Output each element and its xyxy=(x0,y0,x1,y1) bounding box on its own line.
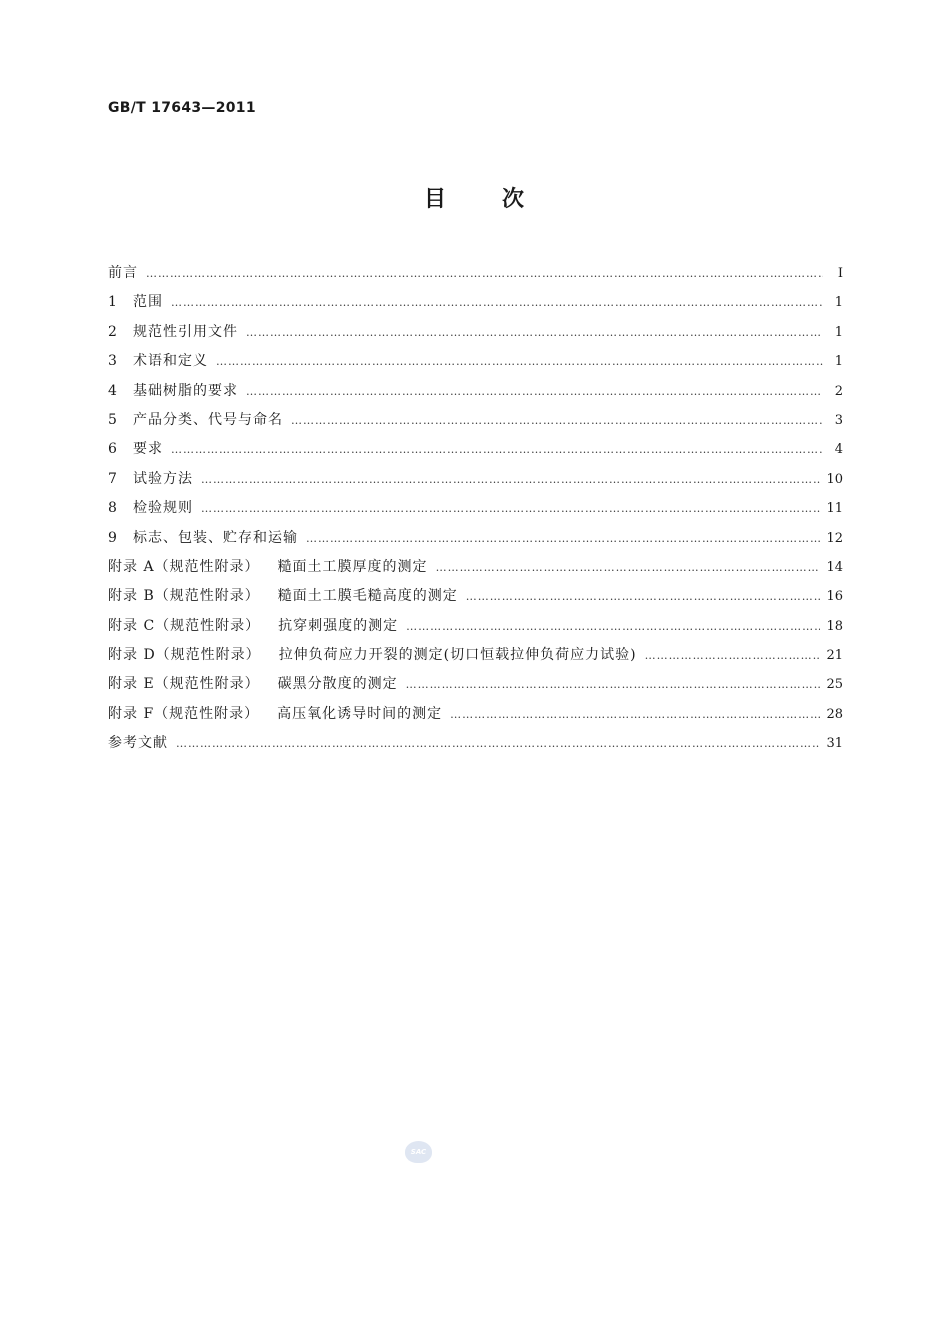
toc-label: 抗穿刺强度的测定 xyxy=(278,617,399,634)
toc-leader xyxy=(466,582,821,611)
toc-label: 检验规则 xyxy=(133,500,193,517)
toc-section-number: 9 xyxy=(108,529,117,546)
toc-leader xyxy=(216,347,823,376)
toc-page-number: 31 xyxy=(826,736,843,752)
page-title xyxy=(0,182,950,213)
toc-label: 试验方法 xyxy=(133,470,193,487)
toc-page-number: 18 xyxy=(826,618,843,634)
toc-leader xyxy=(645,641,821,670)
toc-entry-references[interactable] xyxy=(108,729,843,758)
toc-page-number: 1 xyxy=(834,295,843,311)
toc-section-number: 4 xyxy=(108,382,117,399)
title-char-2: 次 xyxy=(502,187,527,212)
toc-entry-6[interactable] xyxy=(108,435,843,464)
toc-entry-annex-b[interactable] xyxy=(108,582,843,611)
toc-entry-annex-c[interactable] xyxy=(108,612,843,641)
toc-entry-9[interactable] xyxy=(108,524,843,553)
toc-leader xyxy=(171,435,823,464)
toc-label: 碳黑分散度的测定 xyxy=(277,676,398,693)
toc-page-number: 11 xyxy=(826,501,843,517)
toc-label: 规范性引用文件 xyxy=(133,323,238,340)
toc-entry-8[interactable] xyxy=(108,494,843,523)
sac-watermark-logo xyxy=(405,1141,432,1163)
toc-page-number: 3 xyxy=(834,412,843,428)
toc-section-number: 6 xyxy=(108,441,117,458)
toc-entry-annex-d[interactable] xyxy=(108,641,843,670)
toc-entry-3[interactable] xyxy=(108,347,843,376)
toc-label: 产品分类、代号与命名 xyxy=(133,411,283,428)
toc-leader xyxy=(201,494,820,523)
toc-page-number: 21 xyxy=(826,648,843,664)
toc-leader xyxy=(306,524,820,553)
toc-page-number: 16 xyxy=(826,589,843,605)
toc-entry-foreword[interactable] xyxy=(108,259,843,288)
toc-section-number: 5 xyxy=(108,411,117,428)
toc-section-number: 1 xyxy=(108,294,117,311)
toc-label: 糙面土工膜厚度的测定 xyxy=(277,558,428,575)
toc-page-number: 2 xyxy=(834,383,843,399)
toc-page-number: 25 xyxy=(826,677,843,693)
toc-entry-annex-a[interactable] xyxy=(108,553,843,582)
toc-section-number: 7 xyxy=(108,470,117,487)
toc-label: 前言 xyxy=(108,265,138,281)
toc-label: 术语和定义 xyxy=(133,353,208,370)
toc-section-number: 3 xyxy=(108,353,117,370)
toc-annex-tag: 附录 D（规范性附录） xyxy=(108,647,261,664)
toc-page-number: 1 xyxy=(834,354,843,370)
toc-label: 拉伸负荷应力开裂的测定(切口恒载拉伸负荷应力试验) xyxy=(278,647,637,664)
toc-annex-tag: 附录 A（规范性附录） xyxy=(108,558,260,575)
toc-label: 糙面土工膜毛糙高度的测定 xyxy=(277,588,458,605)
toc-leader xyxy=(171,288,823,317)
toc-section-number: 2 xyxy=(108,323,117,340)
toc-leader xyxy=(406,612,820,641)
toc-entry-2[interactable] xyxy=(108,318,843,347)
toc-entry-4[interactable] xyxy=(108,377,843,406)
toc-annex-tag: 附录 C（规范性附录） xyxy=(108,617,261,634)
watermark-text: SAC xyxy=(410,1148,427,1156)
toc-page-number: 1 xyxy=(834,324,843,340)
toc-label: 范围 xyxy=(133,294,163,311)
toc-entry-1[interactable] xyxy=(108,288,843,317)
title-char-1: 目 xyxy=(423,187,448,212)
toc-entry-5[interactable] xyxy=(108,406,843,435)
toc-leader xyxy=(146,259,823,288)
toc-page-number: 14 xyxy=(826,559,843,575)
toc-page-number: 12 xyxy=(826,530,843,546)
toc-leader xyxy=(246,318,823,347)
toc-annex-tag: 附录 E（规范性附录） xyxy=(108,676,260,693)
toc-leader xyxy=(246,377,823,406)
toc-section-number: 8 xyxy=(108,500,117,517)
toc-entry-annex-f[interactable] xyxy=(108,700,843,729)
toc-annex-tag: 附录 F（规范性附录） xyxy=(108,705,260,722)
toc-leader xyxy=(201,465,820,494)
toc-page-number: 4 xyxy=(834,442,843,458)
toc-label: 基础树脂的要求 xyxy=(133,382,238,399)
toc-leader xyxy=(291,406,823,435)
toc-annex-tag: 附录 B（规范性附录） xyxy=(108,588,260,605)
toc-leader xyxy=(436,553,821,582)
toc-entry-annex-e[interactable] xyxy=(108,670,843,699)
toc-page-number: Ⅰ xyxy=(837,266,843,281)
toc-label: 要求 xyxy=(133,441,163,458)
toc-label: 高压氧化诱导时间的测定 xyxy=(277,705,443,722)
toc-page-number: 28 xyxy=(826,706,843,722)
toc-leader xyxy=(450,700,820,729)
toc-label: 参考文献 xyxy=(108,735,168,752)
toc-leader xyxy=(176,729,820,758)
toc-page-number: 10 xyxy=(826,471,843,487)
toc-entry-7[interactable] xyxy=(108,465,843,494)
table-of-contents xyxy=(108,259,843,759)
standard-code: GB/T 17643—2011 xyxy=(108,100,256,116)
toc-leader xyxy=(406,670,821,699)
toc-label: 标志、包装、贮存和运输 xyxy=(133,529,298,546)
